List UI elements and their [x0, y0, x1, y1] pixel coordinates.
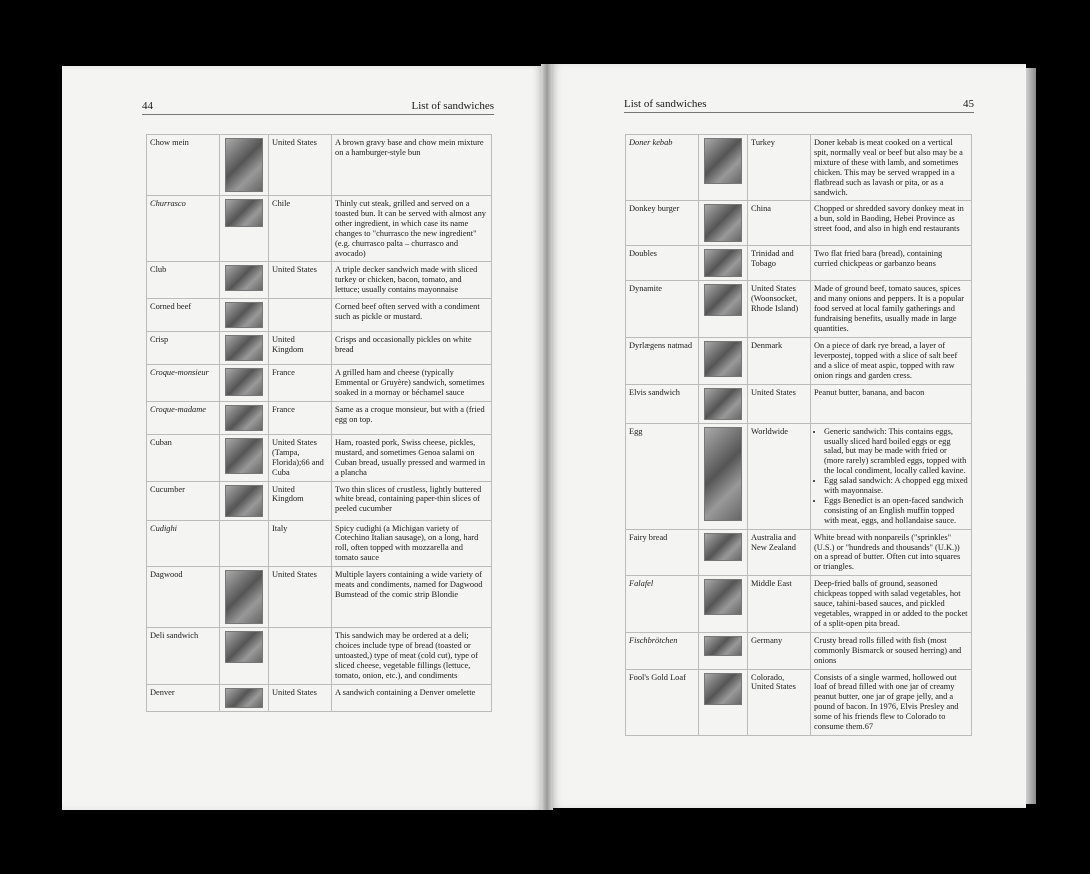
- sandwich-description: Multiple layers containing a wide variety of meats and condiments, named for Dagwood Bumstead of the comic strip Blondie: [332, 567, 492, 628]
- table-row: [626, 246, 972, 281]
- sandwich-origin: [269, 628, 332, 685]
- sandwich-name: Fischbrötchen: [626, 632, 699, 669]
- page-edge: [1026, 68, 1036, 804]
- sandwich-description: Two flat fried bara (bread), containing curried chickpeas or garbanzo beans: [811, 246, 972, 281]
- sandwich-photo-cell: [220, 135, 269, 196]
- sandwich-photo: [704, 341, 742, 377]
- sandwich-name: Egg: [626, 423, 699, 529]
- table-row: [147, 567, 492, 628]
- sandwich-photo: [704, 636, 742, 656]
- sandwich-photo: [225, 265, 263, 291]
- sandwich-origin: Worldwide: [748, 423, 811, 529]
- sandwich-description: A brown gravy base and chow mein mixture on a hamburger-style bun: [332, 135, 492, 196]
- sandwich-photo: [704, 427, 742, 521]
- sandwich-origin: United Kingdom: [269, 481, 332, 520]
- sandwich-origin: United States: [269, 135, 332, 196]
- sandwich-description: [811, 423, 972, 529]
- sandwich-name: Cucumber: [147, 481, 220, 520]
- sandwich-origin: United States (Tampa, Florida);66 and Cuba: [269, 434, 332, 481]
- sandwich-name: Cudighi: [147, 520, 220, 567]
- table-row: [626, 281, 972, 338]
- sandwich-description: White bread with nonpareils ("sprinkles" (U.S.) or "hundreds and thousands" (U.K.)) on a spread of butter. Often cut into squares or triangles.: [811, 529, 972, 576]
- table-row: [147, 196, 492, 262]
- sandwich-photo-cell: [699, 669, 748, 735]
- running-title: List of sandwiches: [411, 100, 494, 112]
- sandwich-name: Croque-monsieur: [147, 365, 220, 402]
- sandwich-photo: [225, 631, 263, 663]
- sandwich-photo: [225, 688, 263, 708]
- sandwich-name: Fool's Gold Loaf: [626, 669, 699, 735]
- sandwich-photo-cell: [220, 628, 269, 685]
- sandwich-description: A triple decker sandwich made with sliced turkey or chicken, bacon, tomato, and lettuce; usually contains mayonnaise: [332, 262, 492, 299]
- sandwich-name: Churrasco: [147, 196, 220, 262]
- sandwich-name: Falafel: [626, 576, 699, 633]
- table-row: [626, 384, 972, 423]
- sandwich-description: Peanut butter, banana, and bacon: [811, 384, 972, 423]
- sandwich-photo-cell: [220, 481, 269, 520]
- sandwich-origin: United States (Woonsocket, Rhode Island): [748, 281, 811, 338]
- sandwich-photo: [704, 673, 742, 705]
- sandwich-photo: [225, 335, 263, 361]
- sandwich-origin: United Kingdom: [269, 332, 332, 365]
- sandwich-name: Deli sandwich: [147, 628, 220, 685]
- sandwich-photo-cell: [220, 684, 269, 711]
- table-row: [626, 669, 972, 735]
- sandwich-photo-cell: [220, 434, 269, 481]
- sandwich-origin: Middle East: [748, 576, 811, 633]
- sandwich-photo: [225, 368, 263, 396]
- sandwich-photo-cell: [699, 201, 748, 246]
- sandwich-description: A grilled ham and cheese (typically Emmental or Gruyère) sandwich, sometimes soaked in a mornay or béchamel sauce: [332, 365, 492, 402]
- sandwich-photo: [225, 485, 263, 517]
- sandwich-description: Same as a croque monsieur, but with a (fried egg on top.: [332, 401, 492, 434]
- running-title: List of sandwiches: [624, 98, 707, 110]
- sandwich-description: This sandwich may be ordered at a deli; choices include type of bread (toasted or untoasted,) type of meat (cold cut), type of sliced cheese, vegetable fillings (lettuce, tomato, onion, etc.), and condiments: [332, 628, 492, 685]
- sandwich-origin: Australia and New Zealand: [748, 529, 811, 576]
- sandwich-origin: [269, 299, 332, 332]
- table-row: [626, 576, 972, 633]
- sandwich-photo-cell: [699, 632, 748, 669]
- sandwich-name: Dagwood: [147, 567, 220, 628]
- sandwich-description: Thinly cut steak, grilled and served on a toasted bun. It can be served with almost any other ingredient, in which case its name changes to "churrasco the new ingredient" (e.g. churrasco palta – churrasco and avocado): [332, 196, 492, 262]
- list-item: • Generic sandwich: This contains eggs, usually sliced hard boiled eggs or egg salad, but may be made with fried or (more rarely) scrambled eggs, topped with the local condiment, locally called kavine.: [824, 427, 968, 477]
- sandwich-origin: Italy: [269, 520, 332, 567]
- table-row: [626, 423, 972, 529]
- sandwich-photo-cell: [699, 576, 748, 633]
- sandwich-description: Consists of a single warmed, hollowed out loaf of bread filled with one jar of creamy peanut butter, one jar of grape jelly, and a pound of bacon. In 1976, Elvis Presley and some of his friends flew to Colorado to consume them.67: [811, 669, 972, 735]
- table-row: [626, 632, 972, 669]
- sandwich-origin: China: [748, 201, 811, 246]
- sandwich-origin: France: [269, 401, 332, 434]
- table-row: [626, 201, 972, 246]
- sandwich-photo: [704, 388, 742, 420]
- sandwich-photo: [704, 533, 742, 561]
- sandwich-description: Corned beef often served with a condiment such as pickle or mustard.: [332, 299, 492, 332]
- sandwich-description: Made of ground beef, tomato sauces, spices and many onions and peppers. It is a popular food served at local family gatherings and fundraising benefits, usually made in large quantities.: [811, 281, 972, 338]
- sandwich-photo: [225, 302, 263, 328]
- sandwich-photo: [225, 570, 263, 624]
- sandwich-table: [625, 134, 972, 736]
- table-row: [147, 365, 492, 402]
- table-row: [147, 262, 492, 299]
- sandwich-name: Cuban: [147, 434, 220, 481]
- list-item: • Egg salad sandwich: A chopped egg mixed with mayonnaise.: [824, 476, 968, 496]
- sandwich-description: A sandwich containing a Denver omelette: [332, 684, 492, 711]
- table-row: [147, 401, 492, 434]
- sandwich-table: [146, 134, 492, 712]
- sandwich-photo-cell: [220, 520, 269, 567]
- running-head: [142, 100, 494, 115]
- page-number: 45: [963, 98, 974, 110]
- sandwich-origin: Germany: [748, 632, 811, 669]
- sandwich-photo: [704, 204, 742, 242]
- running-head: [624, 98, 974, 113]
- list-item: • Eggs Benedict is an open-faced sandwich consisting of an English muffin topped with meat, eggs, and hollandaise sauce.: [824, 496, 968, 526]
- sandwich-description: Spicy cudighi (a Michigan variety of Cotechino Italian sausage), on a long, hard roll, often topped with mozzarella and tomato sauce: [332, 520, 492, 567]
- table-row: [147, 684, 492, 711]
- sandwich-photo: [225, 405, 263, 431]
- table-row: [147, 299, 492, 332]
- sandwich-photo-cell: [220, 262, 269, 299]
- sandwich-origin: Colorado, United States: [748, 669, 811, 735]
- table-row: [147, 434, 492, 481]
- sandwich-photo-cell: [699, 281, 748, 338]
- sandwich-photo-cell: [220, 196, 269, 262]
- right-page: [552, 64, 1026, 808]
- sandwich-origin: United States: [748, 384, 811, 423]
- sandwich-photo-cell: [699, 529, 748, 576]
- table-row: [147, 628, 492, 685]
- table-row: [147, 520, 492, 567]
- sandwich-origin: Denmark: [748, 337, 811, 384]
- sandwich-name: Corned beef: [147, 299, 220, 332]
- sandwich-description: Deep-fried balls of ground, seasoned chickpeas topped with salad vegetables, hot sauce, tahini-based sauces, and pickled vegetables, wrapped in or added to the pocket of a split-open pita bread.: [811, 576, 972, 633]
- sandwich-origin: Turkey: [748, 135, 811, 201]
- sandwich-photo-cell: [699, 423, 748, 529]
- sandwich-photo-cell: [699, 246, 748, 281]
- table-row: [147, 135, 492, 196]
- table-row: [147, 332, 492, 365]
- sandwich-photo: [704, 579, 742, 615]
- page-number: 44: [142, 100, 153, 112]
- sandwich-origin: United States: [269, 684, 332, 711]
- table-row: [626, 135, 972, 201]
- sandwich-description: On a piece of dark rye bread, a layer of leverpostej, topped with a slice of salt beef and a slice of meat aspic, topped with raw onion rings and garden cress.: [811, 337, 972, 384]
- sandwich-origin: United States: [269, 567, 332, 628]
- sandwich-name: Denver: [147, 684, 220, 711]
- sandwich-name: Club: [147, 262, 220, 299]
- sandwich-photo: [704, 249, 742, 277]
- sandwich-description: Doner kebab is meat cooked on a vertical spit, normally veal or beef but also may be a mixture of these with lamb, and sometimes chicken. This may be served wrapped in a flatbread such as lavash or pita, or as a sandwich.: [811, 135, 972, 201]
- sandwich-description: Crusty bread rolls filled with fish (most commonly Bismarck or soused herring) and onions: [811, 632, 972, 669]
- sandwich-name: Fairy bread: [626, 529, 699, 576]
- sandwich-photo-cell: [699, 337, 748, 384]
- sandwich-name: Dynamite: [626, 281, 699, 338]
- sandwich-photo: [225, 438, 263, 474]
- sandwich-photo: [704, 138, 742, 184]
- sandwich-description: Ham, roasted pork, Swiss cheese, pickles, mustard, and sometimes Genoa salami on Cuban bread, usually pressed and warmed in a plancha: [332, 434, 492, 481]
- left-page: [62, 66, 542, 810]
- sandwich-origin: Trinidad and Tobago: [748, 246, 811, 281]
- sandwich-name: Doubles: [626, 246, 699, 281]
- sandwich-description: Crisps and occasionally pickles on white bread: [332, 332, 492, 365]
- sandwich-photo: [225, 199, 263, 227]
- sandwich-name: Chow mein: [147, 135, 220, 196]
- sandwich-origin: France: [269, 365, 332, 402]
- sandwich-origin: United States: [269, 262, 332, 299]
- sandwich-photo-cell: [699, 384, 748, 423]
- sandwich-photo-cell: [220, 332, 269, 365]
- table-row: [147, 481, 492, 520]
- sandwich-photo-cell: [220, 299, 269, 332]
- sandwich-photo-cell: [699, 135, 748, 201]
- table-row: [626, 337, 972, 384]
- sandwich-description: Two thin slices of crustless, lightly buttered white bread, containing paper-thin slices of peeled cucumber: [332, 481, 492, 520]
- sandwich-name: Elvis sandwich: [626, 384, 699, 423]
- sandwich-name: Crisp: [147, 332, 220, 365]
- table-row: [626, 529, 972, 576]
- sandwich-name: Dyrlægens natmad: [626, 337, 699, 384]
- sandwich-name: Croque-madame: [147, 401, 220, 434]
- sandwich-name: Doner kebab: [626, 135, 699, 201]
- sandwich-description: Chopped or shredded savory donkey meat in a bun, sold in Baoding, Hebei Province as street food, and also in high end restaurants: [811, 201, 972, 246]
- sandwich-photo: [225, 138, 263, 192]
- sandwich-origin: Chile: [269, 196, 332, 262]
- sandwich-photo: [704, 284, 742, 316]
- sandwich-name: Donkey burger: [626, 201, 699, 246]
- sandwich-photo-cell: [220, 567, 269, 628]
- sandwich-photo-cell: [220, 401, 269, 434]
- sandwich-photo-cell: [220, 365, 269, 402]
